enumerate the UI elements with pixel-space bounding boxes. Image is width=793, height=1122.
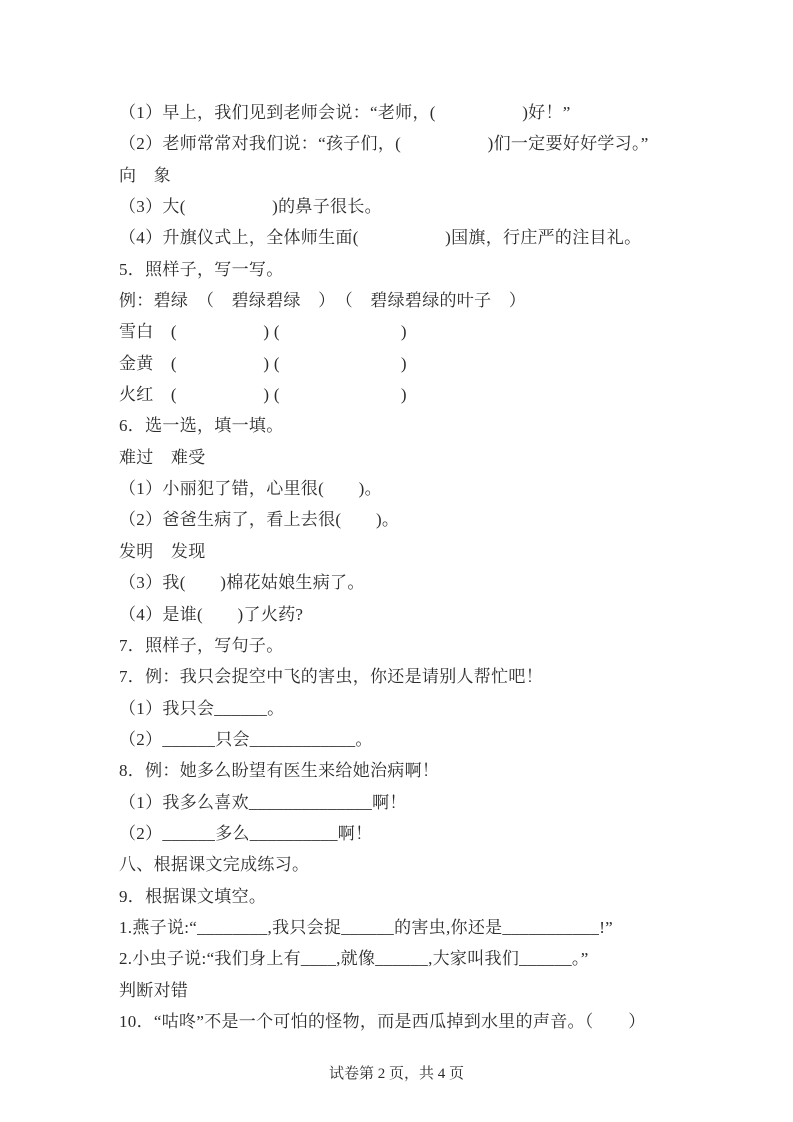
question-6-item-2: （2）爸爸生病了，看上去很( )。 [119,510,400,530]
question-5-row-xuebai: 雪白 ( ) ( ) [119,322,407,342]
question-10-item: 10．“咕咚”不是一个可怕的怪物，而是西瓜掉到水里的声音。（ ） [119,1011,646,1031]
question-9-item-2: 2.小虫子说:“我们身上有____,就像______,大家叫我们______。” [119,949,589,969]
page-footer: 试卷第 2 页，共 4 页 [328,1066,464,1082]
fill-blank-item-2: （2）老师常常对我们说：“孩子们，( )们一定要好好学习。” [119,134,649,154]
question-6-item-3: （3）我( )棉花姑娘生病了。 [119,573,365,593]
question-7-item-1: （1）我只会______。 [119,698,285,718]
section-8-heading: 八、根据课文完成练习。 [119,855,310,875]
question-8-example: 8．例：她多么盼望有医生来给她治病啊！ [119,761,440,781]
question-6-item-1: （1）小丽犯了错，心里很( )。 [119,479,382,499]
question-7-example: 7．例：我只会捉空中飞的害虫，你还是请别人帮忙吧！ [119,667,543,687]
judge-true-false-label: 判断对错 [119,980,189,1000]
question-9-item-1: 1.燕子说:“________,我只会捉______的害虫,你还是___________!” [119,917,614,937]
question-9-heading: 9．根据课文填空。 [119,886,267,906]
fill-blank-item-4: （4）升旗仪式上，全体师生面( )国旗，行庄严的注目礼。 [119,228,642,248]
question-6-heading: 6．选一选，填一填。 [119,416,284,436]
fill-blank-item-1: （1）早上，我们见到老师会说：“老师，( )好！” [119,103,571,122]
question-8-item-2: （2）______多么__________啊！ [119,823,373,843]
fill-blank-item-3: （3）大( )的鼻子很长。 [119,197,382,217]
question-6-word-bank-1: 难过 难受 [119,447,206,467]
word-bank-xiang-xiang: 向 象 [119,165,171,185]
question-7-heading: 7．照样子，写句子。 [119,635,284,655]
question-6-item-4: （4）是谁( )了火药? [119,604,304,624]
question-6-word-bank-2: 发明 发现 [119,541,206,561]
question-8-item-1: （1）我多么喜欢______________啊！ [119,792,407,812]
worksheet-content [119,97,763,1037]
question-5-heading: 5．照样子，写一写。 [119,259,284,279]
question-5-example: 例：碧绿 （ 碧绿碧绿 ） （ 碧绿碧绿的叶子 ） [119,291,526,311]
question-7-item-2: （2）______只会____________。 [119,729,373,749]
question-5-row-huohong: 火红 ( ) ( ) [119,385,407,405]
question-5-row-jinhuang: 金黄 ( ) ( ) [119,353,407,373]
